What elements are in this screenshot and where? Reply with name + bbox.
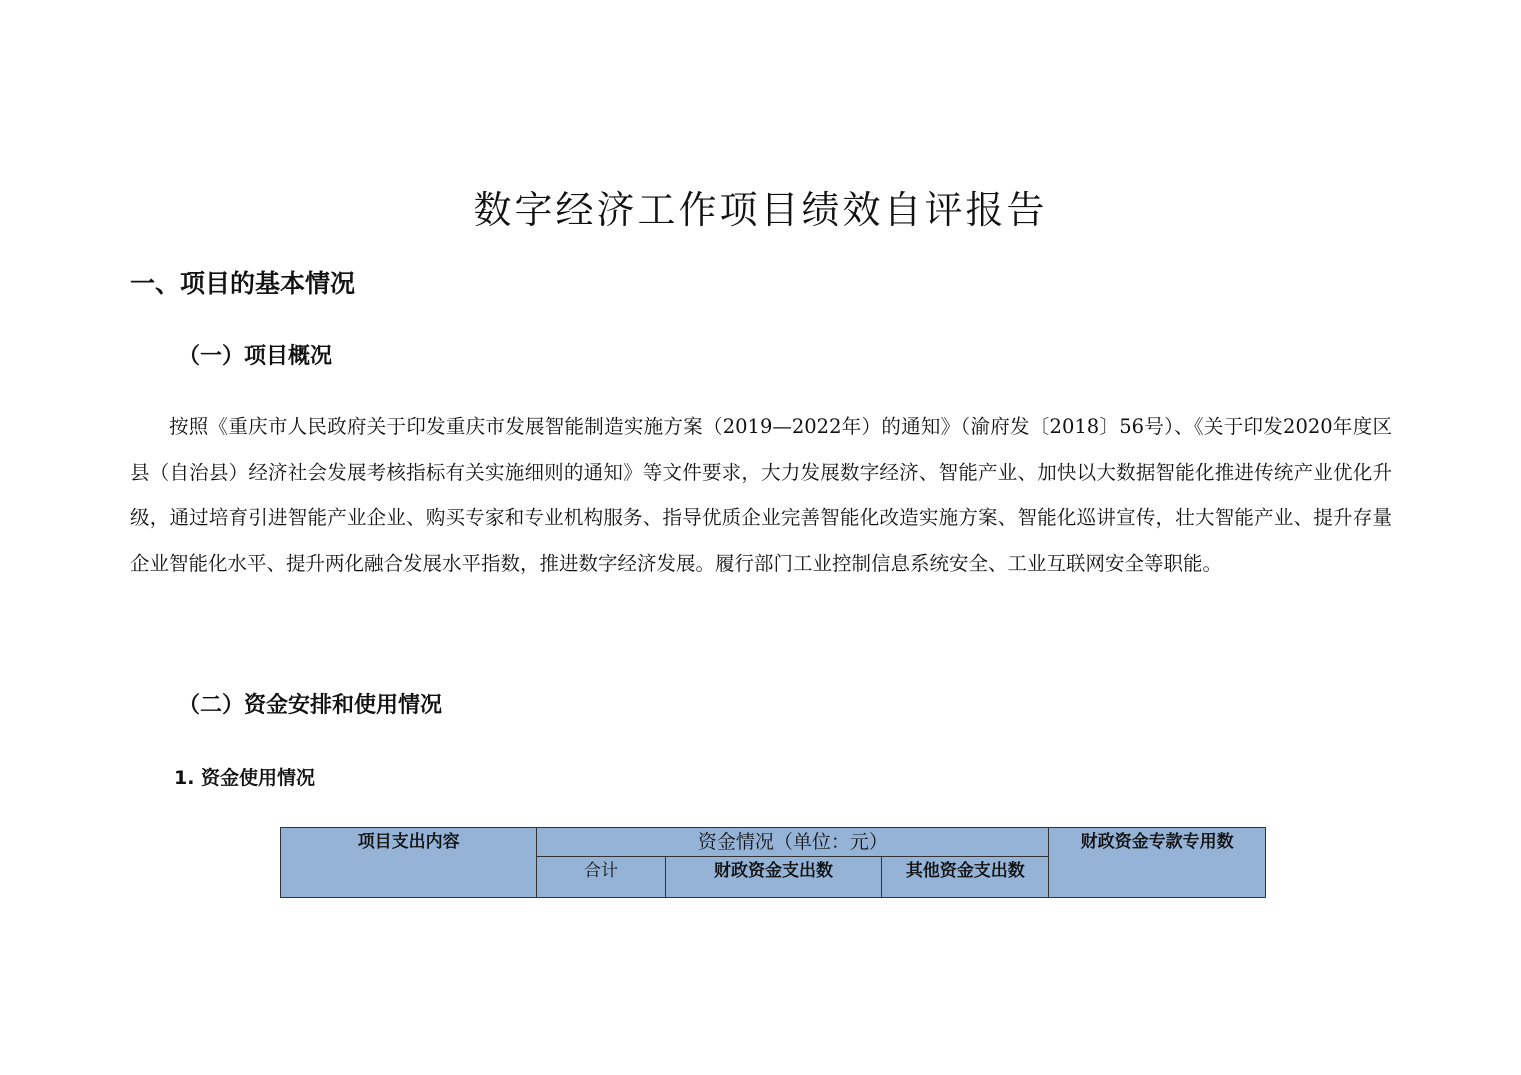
header-total: 合计 (537, 856, 665, 897)
fund-usage-table (280, 827, 1266, 898)
table-header-row (281, 828, 1266, 857)
header-project-expense: 项目支出内容 (281, 828, 537, 898)
item-heading-fund-usage: 1. 资金使用情况 (174, 767, 316, 789)
header-fiscal-expense: 财政资金支出数 (665, 856, 882, 897)
subsection-heading-funding: （二）资金安排和使用情况 (178, 693, 443, 718)
header-fund-status: 资金情况（单位：元） (537, 828, 1049, 857)
header-special-fund: 财政资金专款专用数 (1049, 828, 1266, 898)
section-heading-basic-info: 一、项目的基本情况 (130, 269, 356, 298)
document-title: 数字经济工作项目绩效自评报告 (473, 188, 1048, 232)
header-other-expense: 其他资金支出数 (882, 856, 1049, 897)
overview-paragraph: 按照《重庆市人民政府关于印发重庆市发展智能制造实施方案（2019—2022年）的通知》（渝府发〔2018〕56号）、《关于印发2020年度区县（自治县）经济社会发展考核指标有关实施细则的通知》等文件要求，大力发展数字经济、智能产业、加快以大数据智能化推进传统产业优化升级，通过培育引进智能产业企业、购买专家和专业机构服务、指导优质企业完善智能化改造实施方案、智能化巡讲宣传，壮大智能产业、提升存量企业智能化水平、提升两化融合发展水平指数，推进数字经济发展。履行部门工业控制信息系统安全、工业互联网安全等职能。 (130, 415, 1392, 575)
subsection-heading-overview: （一）项目概况 (178, 344, 333, 369)
